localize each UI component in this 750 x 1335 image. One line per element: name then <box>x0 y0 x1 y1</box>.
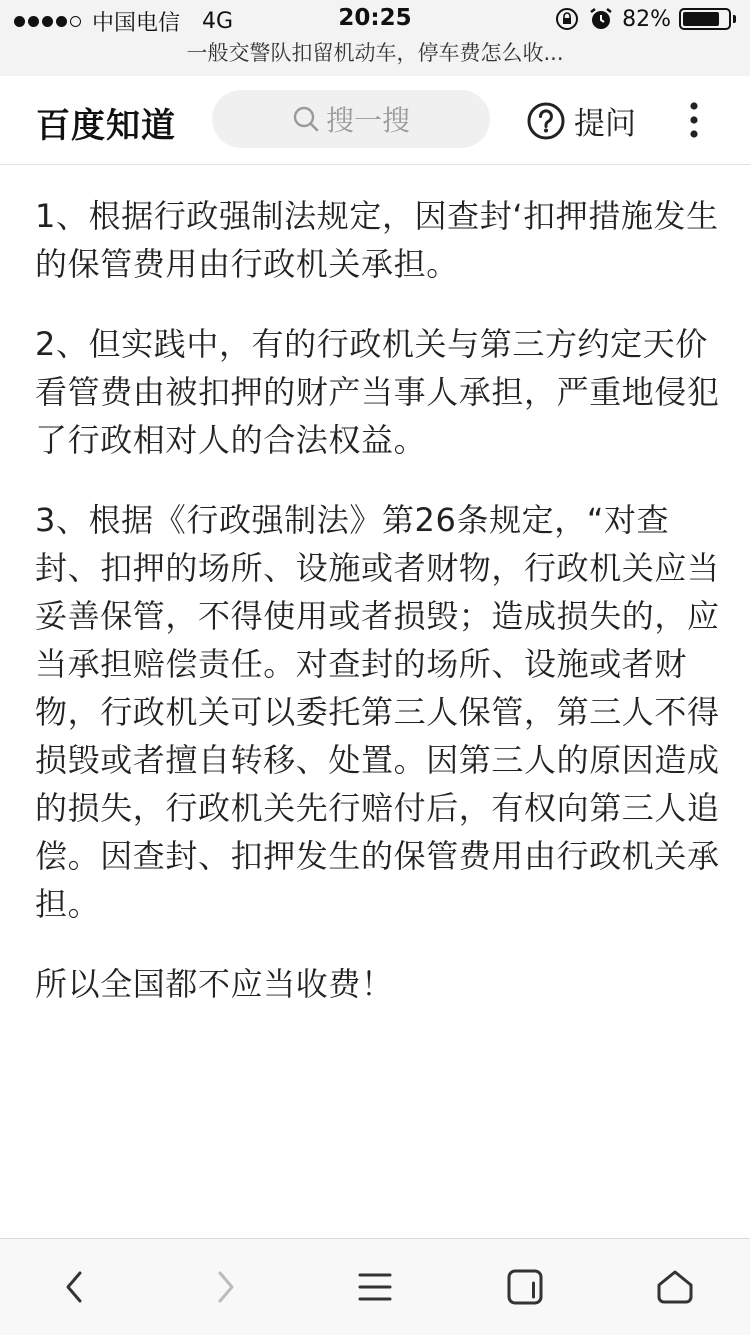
page-title: 一般交警队扣留机动车，停车费怎么收... <box>0 40 750 76</box>
home-button[interactable] <box>645 1257 705 1317</box>
network-type: 4G <box>202 9 234 34</box>
tabs-button[interactable] <box>495 1257 555 1317</box>
menu-icon <box>357 1269 393 1305</box>
status-bar <box>0 0 750 40</box>
menu-button[interactable] <box>345 1257 405 1317</box>
search-box[interactable] <box>212 90 490 148</box>
search-icon <box>292 105 320 133</box>
status-right <box>554 6 736 32</box>
forward-icon <box>210 1267 240 1307</box>
rotation-lock-icon <box>554 6 580 32</box>
back-button[interactable] <box>45 1257 105 1317</box>
site-header <box>0 76 750 165</box>
search-placeholder: 搜一搜 <box>325 104 410 137</box>
answer-content <box>35 192 725 1040</box>
tabs-icon <box>505 1267 545 1307</box>
status-time: 20:25 <box>338 5 412 31</box>
answer-paragraph-3: 3、根据《行政强制法》第26条规定，“对查封、扣押的场所、设施或者财物，行政机关应当妥善保管，不得使用或者损毁；造成损失的，应当承担赔偿责任。对查封的场所、设施或者财物，行政机关可以委托第三人保管，第三人不得损毁或者擅自转移、处置。因第三人的原因造成的损失，行政机关先行赔付后，有权向第三人追偿。因查封、扣押发生的保管费用由行政机关承担。 <box>35 501 720 923</box>
answer-paragraph-1: 1、根据行政强制法规定，因查封‘扣押措施发生的保管费用由行政机关承担。 <box>35 197 719 283</box>
forward-button[interactable] <box>195 1257 255 1317</box>
question-icon <box>526 101 566 141</box>
answer-paragraph-2: 2、但实践中，有的行政机关与第三方约定天价看管费由被扣押的财产当事人承担，严重地侵犯了行政相对人的合法权益。 <box>35 325 720 459</box>
battery-percent: 82% <box>622 6 671 32</box>
home-icon <box>654 1267 696 1307</box>
alarm-icon <box>588 6 614 32</box>
carrier-name: 中国电信 <box>92 11 181 36</box>
browser-toolbar <box>0 1238 750 1335</box>
more-icon[interactable] <box>682 100 706 140</box>
ask-label: 提问 <box>574 106 636 142</box>
battery-icon <box>679 8 736 30</box>
site-logo[interactable]: 百度知道 <box>36 106 176 146</box>
ask-button[interactable] <box>526 98 636 143</box>
back-icon <box>60 1267 90 1307</box>
answer-paragraph-4: 所以全国都不应当收费！ <box>35 965 394 1003</box>
